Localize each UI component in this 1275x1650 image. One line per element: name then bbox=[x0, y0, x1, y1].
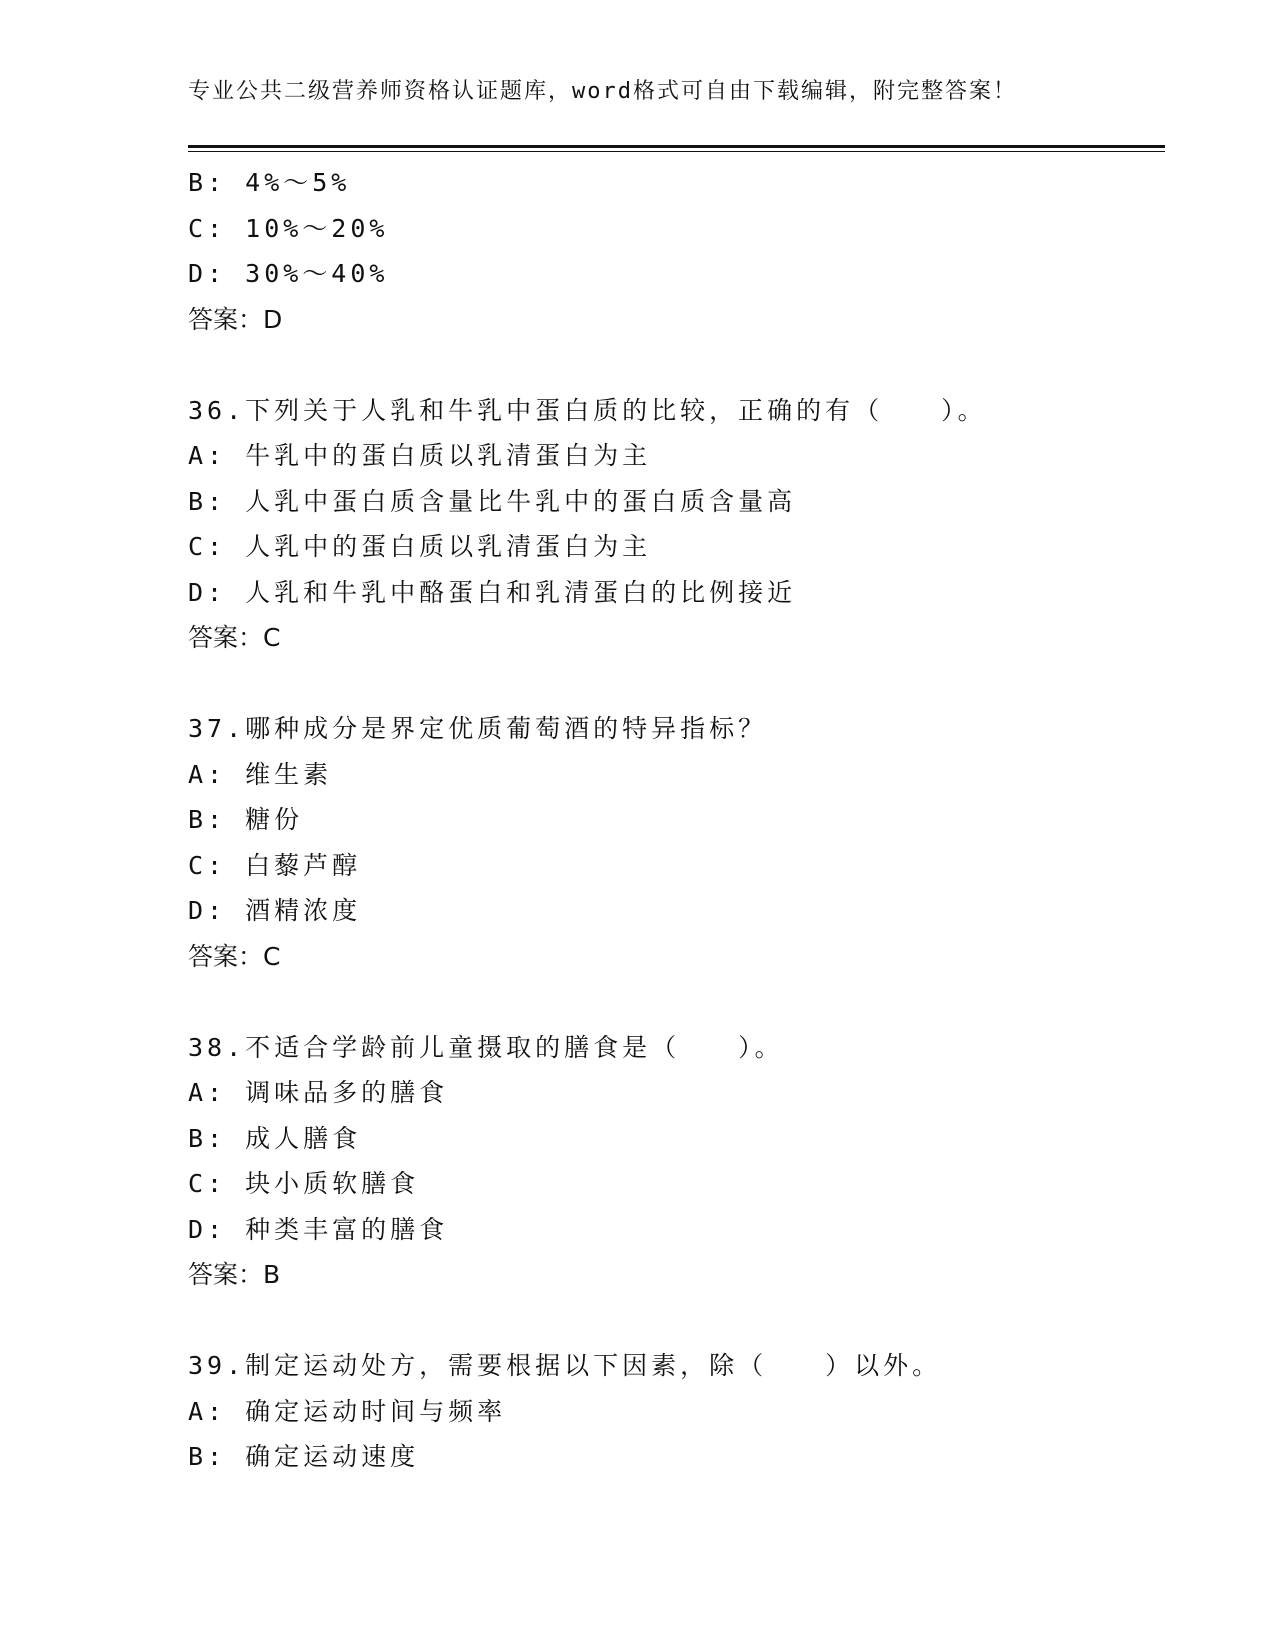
option-b: B: 糖份 bbox=[188, 805, 304, 834]
option-c: C: 人乳中的蛋白质以乳清蛋白为主 bbox=[188, 532, 652, 561]
question-37 bbox=[188, 706, 1165, 979]
option-b: B: 4%～5% bbox=[188, 168, 351, 197]
option-b: B: 成人膳食 bbox=[188, 1123, 362, 1153]
spacer bbox=[188, 661, 1165, 707]
header-rule-thick bbox=[188, 145, 1165, 148]
option-d: D: 酒精浓度 bbox=[188, 896, 362, 925]
spacer bbox=[188, 342, 1165, 388]
option-d: D: 人乳和牛乳中酪蛋白和乳清蛋白的比例接近 bbox=[188, 577, 797, 607]
page-header: 专业公共二级营养师资格认证题库，word格式可自由下载编辑，附完整答案！ bbox=[188, 79, 1017, 104]
answer-line: 答案：C bbox=[188, 941, 281, 971]
question-content bbox=[188, 160, 1165, 1480]
option-c: C: 白藜芦醇 bbox=[188, 850, 362, 880]
spacer bbox=[188, 979, 1165, 1025]
answer-line: 答案：D bbox=[188, 304, 283, 334]
option-a: A: 牛乳中的蛋白质以乳清蛋白为主 bbox=[188, 441, 652, 470]
question-stem: 36.下列关于人乳和牛乳中蛋白质的比较，正确的有（ ）。 bbox=[188, 395, 987, 425]
question-36 bbox=[188, 388, 1165, 661]
option-a: A: 确定运动时间与频率 bbox=[188, 1396, 507, 1426]
option-a: A: 调味品多的膳食 bbox=[188, 1078, 449, 1107]
question-38 bbox=[188, 1025, 1165, 1298]
option-d: D: 种类丰富的膳食 bbox=[188, 1214, 449, 1244]
answer-line: 答案：B bbox=[188, 1260, 281, 1289]
option-d: D: 30%～40% bbox=[188, 259, 389, 288]
header-rule-thin bbox=[188, 151, 1165, 152]
question-stem: 37.哪种成分是界定优质葡萄酒的特异指标？ bbox=[188, 714, 768, 743]
answer-line: 答案：C bbox=[188, 623, 281, 652]
question-stem: 39.制定运动处方，需要根据以下因素，除（ ）以外。 bbox=[188, 1351, 942, 1380]
option-c: C: 块小质软膳食 bbox=[188, 1169, 420, 1198]
spacer bbox=[188, 1298, 1165, 1344]
option-b: B: 确定运动速度 bbox=[188, 1442, 420, 1471]
question-39 bbox=[188, 1343, 1165, 1480]
question-35-continued bbox=[188, 160, 1165, 342]
option-a: A: 维生素 bbox=[188, 759, 333, 789]
option-c: C: 10%～20% bbox=[188, 213, 389, 243]
option-b: B: 人乳中蛋白质含量比牛乳中的蛋白质含量高 bbox=[188, 486, 797, 516]
question-stem: 38.不适合学龄前儿童摄取的膳食是（ ）。 bbox=[188, 1032, 784, 1062]
